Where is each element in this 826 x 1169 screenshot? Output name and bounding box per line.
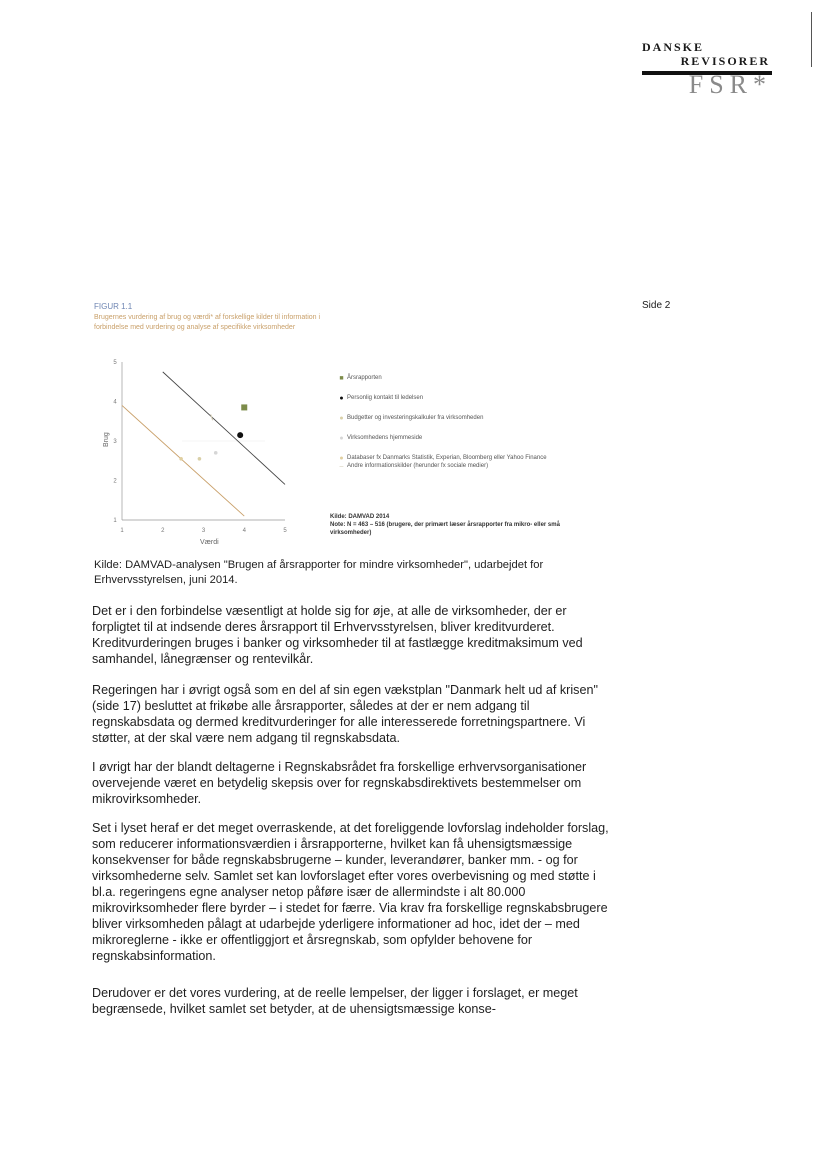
data-point: [198, 457, 202, 461]
logo-line-danske: DANSKE: [642, 40, 705, 54]
legend-marker-icon: ●: [339, 395, 344, 402]
figure-label: FIGUR 1.1: [94, 302, 133, 311]
paragraph-4: Set i lyset heraf er det meget overraskende, at det foreliggende lovforslag indeholder forslag, som reducerer informationsværdien i årsrapporterne, hvilket kan få uhensigtsmæssige konsekvenser for både regnskabsbrugerne – kunder, leverandører, banker mm. - og for virksomhederne selv. Samlet set kan lovforslaget efter vores overbevisning og med støtte i bl.a. regeringens egne analyser netop påføre især de allermindste i alt 80.000 mikrovirksomheder flere byrder – i stedet for færre. Via krav fra forskellige regnskabsbrugere bliver virksomheden pålagt at udarbejde yderligere informationer ad hoc, idet der – med mikroreglerne - ikke er offentliggjort et årsregnskab, som opfylder behovene for regnskabsinformation.: [92, 821, 609, 963]
data-point: [237, 432, 243, 438]
figure-source-line-1: Kilde: DAMVAD 2014: [330, 514, 390, 520]
data-point: [179, 457, 183, 461]
x-tick-label: 1: [120, 528, 124, 534]
data-point: [241, 404, 247, 410]
paragraph-1: Det er i den forbindelse væsentligt at holde sig for øje, at alle de virksomheder, der er forpligtet til at indsende deres årsrapport til Erhvervsstyrelsen, bliver kreditvurderet. Kreditvurderingen bruges i banker og virksomheder til at fastlægge kreditmaksimum ved samhandel, lånegrænser og rentevilkår.: [92, 604, 583, 666]
fsr-logo: [638, 40, 778, 98]
legend-item: [338, 415, 598, 435]
figure-source: [330, 513, 600, 537]
logo-line-revisorer: REVISORER: [680, 54, 770, 68]
figure-source-note: Note: N = 463 – 516 (brugere, der primært læser årsrapporter fra mikro- eller små virksomheder): [330, 522, 560, 536]
legend-marker-icon: –: [339, 463, 344, 470]
scatter-chart: [100, 352, 300, 546]
x-tick-label: 3: [201, 528, 206, 534]
paragraph-3: I øvrigt har der blandt deltagerne i Regnskabsrådet fra forskellige erhvervsorganisationer overvejende været en betydelig skepsis over for regnskabsdirektivets bestemmelser om mikrovirksomheder.: [92, 760, 587, 806]
legend-label: Virksomhedens hjemmeside: [347, 435, 423, 441]
y-axis-label: Brug: [103, 432, 110, 447]
margin-rule: [811, 12, 812, 67]
chart-axes: [122, 362, 285, 520]
legend-label: Databaser fx Danmarks Statistik, Experian, Bloomberg eller Yahoo Finance: [347, 455, 547, 461]
logo-fsr: FSR*: [688, 70, 772, 99]
x-tick-label: 2: [161, 528, 165, 534]
legend-item: [338, 463, 598, 483]
legend-marker-icon: ●: [339, 435, 344, 442]
y-tick-label: 3: [113, 439, 117, 445]
legend-item: [338, 375, 598, 395]
source-paragraph: Kilde: DAMVAD-analysen "Brugen af årsrapporter for mindre virksomheder", udarbejdet for Erhvervsstyrelsen, juni 2014.: [94, 559, 544, 586]
legend-marker-icon: ●: [339, 415, 344, 422]
chart-ticks: [113, 360, 287, 534]
y-tick-label: 4: [113, 399, 117, 406]
legend-label: Personlig kontakt til ledelsen: [347, 395, 424, 401]
legend-item: [338, 435, 598, 455]
legend-label: Budgetter og investeringskalkuler fra virksomheden: [347, 415, 484, 421]
y-tick-label: 5: [113, 360, 117, 366]
legend-item: [338, 395, 598, 415]
x-tick-label: 4: [242, 528, 246, 534]
y-tick-label: 2: [113, 478, 117, 485]
paragraph-5: Derudover er det vores vurdering, at de reelle lempelser, der ligger i forslaget, er meget begrænsede, hvilket samlet set betyder, at de uhensigtsmæssige konse-: [92, 986, 578, 1016]
reference-line: [122, 405, 244, 516]
x-tick-label: 5: [283, 528, 287, 534]
x-axis-label: Værdi: [200, 539, 219, 546]
legend-marker-icon: ■: [339, 375, 344, 382]
paragraph-2: Regeringen har i øvrigt også som en del af sin egen vækstplan "Danmark helt ud af krisen" (side 17) besluttet at frikøbe alle årsrapporter, således at der er nem adgang til regnskabsdata og dermed kreditvurderinger for alle interesserede forretningspartnere. Vi støtter, at der skal være nem adgang til regnskabsdata.: [92, 683, 598, 745]
page-number: Side 2: [642, 300, 671, 311]
y-tick-label: 1: [113, 518, 117, 524]
data-point: [214, 451, 218, 455]
reference-line: [163, 372, 285, 485]
legend-label: Andre informationskilder (herunder fx sociale medier): [347, 463, 489, 469]
chart-marks: [179, 404, 247, 460]
legend-label: Årsrapporten: [347, 375, 382, 381]
legend-marker-icon: ●: [339, 455, 344, 462]
chart-reference-lines: [122, 372, 285, 516]
chart-legend: [338, 375, 598, 483]
figure-caption: Brugernes vurdering af brug og værdi* af forskellige kilder til information i forbindelse med vurdering og analyse af specifikke virksomheder: [94, 314, 321, 331]
